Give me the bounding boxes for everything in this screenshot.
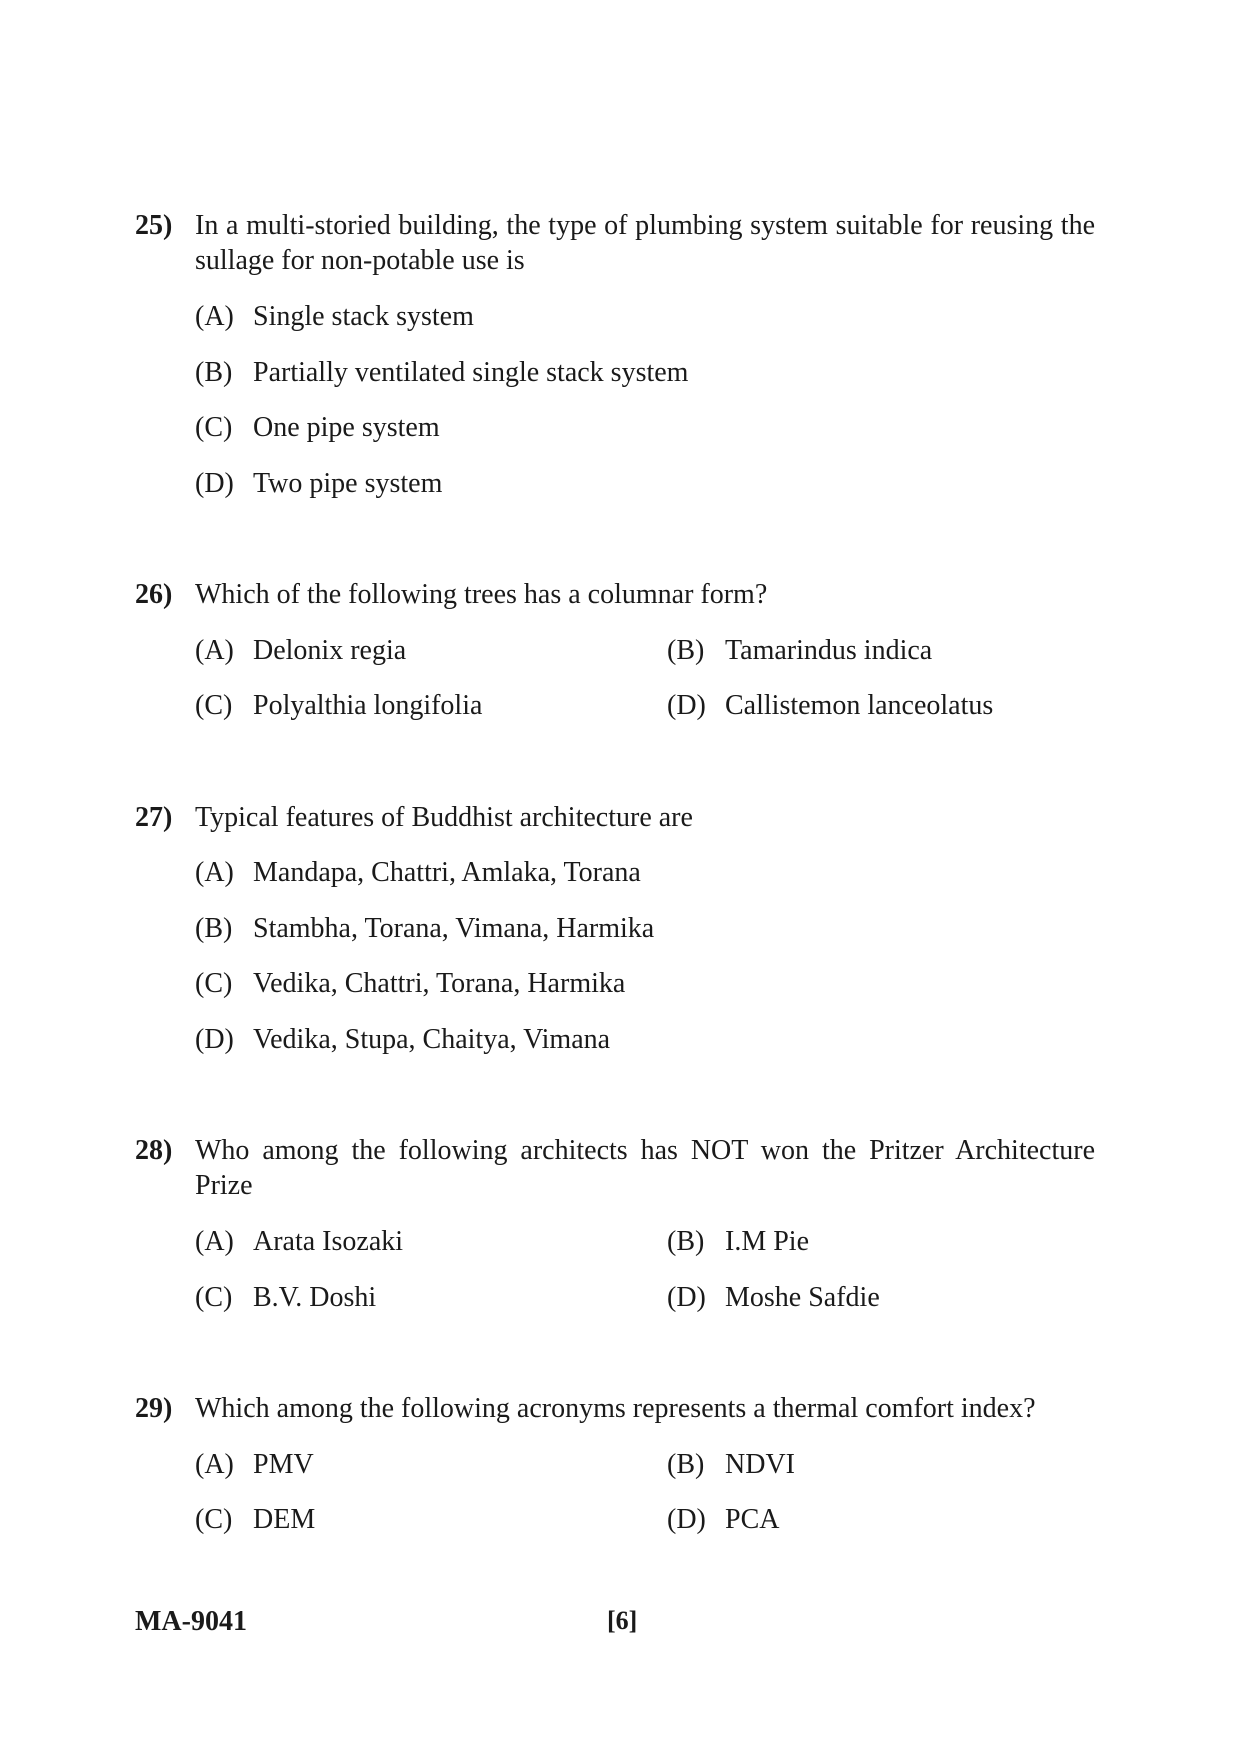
option-label: (C)	[195, 1504, 233, 1535]
option-29-b	[667, 1447, 795, 1482]
option-27-c	[195, 966, 625, 1001]
option-text: Tamarindus indica	[725, 635, 933, 666]
option-text: Single stack system	[253, 301, 474, 332]
option-text: Arata Isozaki	[253, 1226, 404, 1257]
question-text: Which among the following acronyms represents a thermal comfort index?	[195, 1393, 1036, 1424]
option-text: PMV	[253, 1449, 314, 1480]
option-text: NDVI	[725, 1449, 795, 1480]
option-label: (D)	[195, 1024, 234, 1055]
option-label: (B)	[195, 913, 233, 944]
option-text: Two pipe system	[253, 468, 443, 499]
option-28-a	[195, 1224, 403, 1259]
option-text: One pipe system	[253, 412, 440, 443]
option-26-c	[195, 688, 482, 723]
option-28-c	[195, 1280, 376, 1315]
question-text: Who among the following architects has NOT won the Pritzer Architecture Prize	[195, 1135, 1095, 1201]
question-25	[135, 208, 1095, 278]
option-text: Vedika, Chattri, Torana, Harmika	[253, 968, 626, 999]
option-label: (D)	[667, 1504, 706, 1535]
option-text: DEM	[253, 1504, 316, 1535]
question-text: In a multi-storied building, the type of plumbing system suitable for reusing the sullage for non-potable use is	[195, 210, 1095, 276]
question-number: 25)	[135, 210, 173, 241]
option-text: I.M Pie	[725, 1226, 809, 1257]
option-label: (C)	[195, 690, 233, 721]
option-label: (A)	[195, 857, 234, 888]
option-26-a	[195, 633, 406, 668]
question-number: 26)	[135, 579, 173, 610]
option-label: (D)	[195, 468, 234, 499]
option-28-d	[667, 1280, 880, 1315]
option-text: Stambha, Torana, Vimana, Harmika	[253, 913, 655, 944]
option-text: Moshe Safdie	[725, 1282, 880, 1313]
question-27	[135, 800, 1095, 835]
question-text: Typical features of Buddhist architecture are	[195, 802, 693, 833]
option-label: (B)	[667, 635, 705, 666]
option-label: (B)	[667, 1226, 705, 1257]
option-25-d	[195, 466, 442, 501]
option-27-d	[195, 1022, 610, 1057]
question-number: 27)	[135, 802, 173, 833]
question-26	[135, 577, 1095, 612]
option-label: (C)	[195, 412, 233, 443]
option-label: (C)	[195, 1282, 233, 1313]
option-label: (D)	[667, 690, 706, 721]
option-label: (B)	[195, 357, 233, 388]
option-label: (A)	[195, 301, 234, 332]
option-27-b	[195, 911, 654, 946]
option-25-c	[195, 410, 440, 445]
option-text: Delonix regia	[253, 635, 407, 666]
option-label: (A)	[195, 1449, 234, 1480]
option-text: Vedika, Stupa, Chaitya, Vimana	[253, 1024, 611, 1055]
option-text: B.V. Doshi	[253, 1282, 377, 1313]
option-label: (C)	[195, 968, 233, 999]
option-text: PCA	[725, 1504, 780, 1535]
option-label: (A)	[195, 635, 234, 666]
option-28-b	[667, 1224, 809, 1259]
option-text: Callistemon lanceolatus	[725, 690, 994, 721]
option-25-b	[195, 355, 688, 390]
option-29-d	[667, 1502, 779, 1537]
option-text: Mandapa, Chattri, Amlaka, Torana	[253, 857, 641, 888]
question-29	[135, 1391, 1095, 1426]
option-label: (A)	[195, 1226, 234, 1257]
question-text: Which of the following trees has a columnar form?	[195, 579, 768, 610]
paper-code: MA-9041	[135, 1606, 247, 1637]
question-28	[135, 1133, 1095, 1203]
option-label: (D)	[667, 1282, 706, 1313]
option-text: Polyalthia longifolia	[253, 690, 483, 721]
option-29-c	[195, 1502, 315, 1537]
option-26-d	[667, 688, 993, 723]
page-number: [6]	[607, 1606, 638, 1635]
option-26-b	[667, 633, 932, 668]
question-number: 29)	[135, 1393, 173, 1424]
option-27-a	[195, 855, 641, 890]
option-text: Partially ventilated single stack system	[253, 357, 689, 388]
option-label: (B)	[667, 1449, 705, 1480]
option-25-a	[195, 299, 474, 334]
option-29-a	[195, 1447, 314, 1482]
question-number: 28)	[135, 1135, 173, 1166]
